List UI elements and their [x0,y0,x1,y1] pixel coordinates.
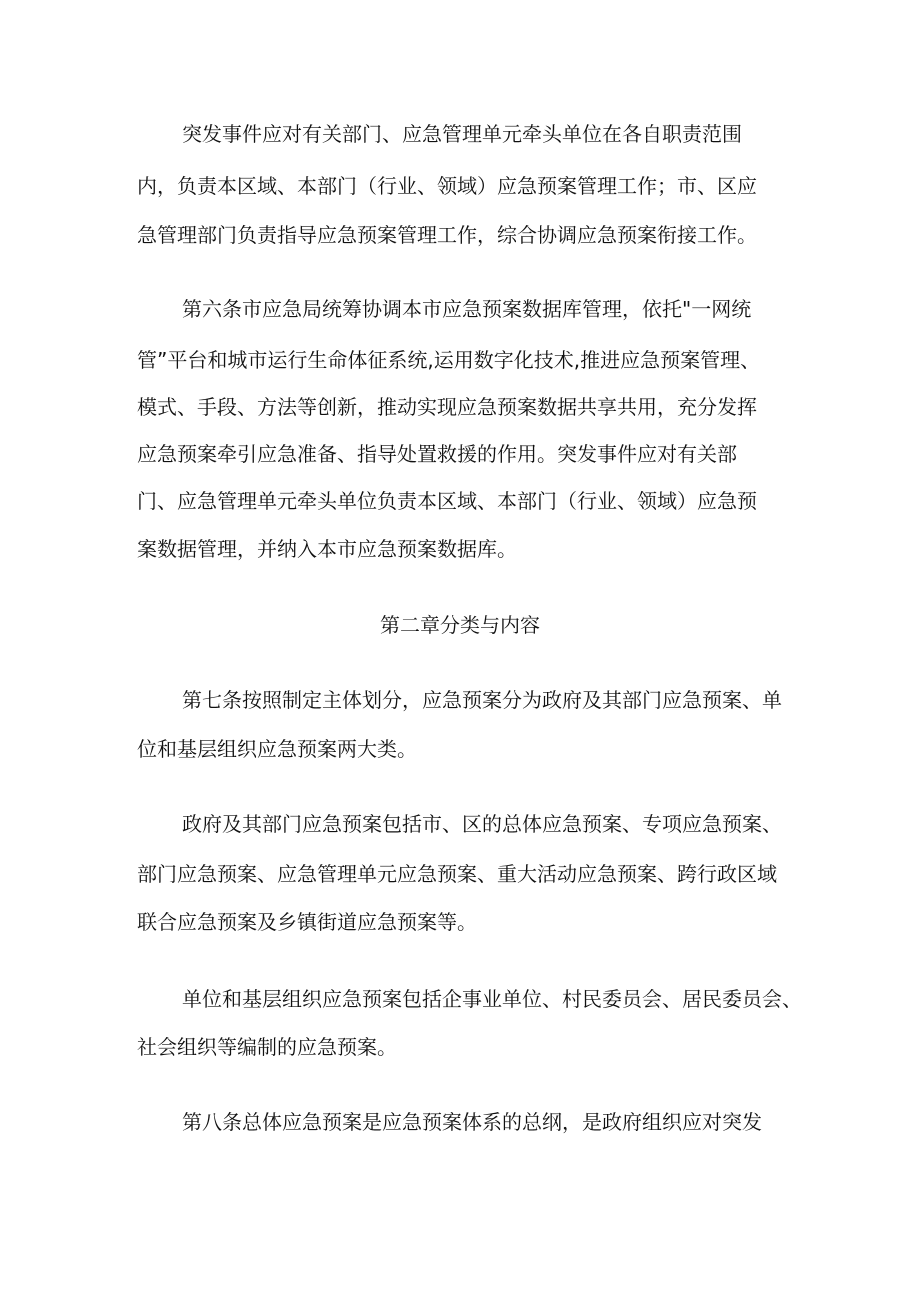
paragraph-line: 政府及其部门应急预案包括市、区的总体应急预案、专项应急预案、 [182,812,782,836]
paragraph-line: 单位和基层组织应急预案包括企事业单位、村民委员会、居民委员会、 [182,987,802,1011]
paragraph-line: 第七条按照制定主体划分，应急预案分为政府及其部门应急预案、单 [182,688,782,712]
paragraph-line: 管”平台和城市运行生命体征系统,运用数字化技术,推进应急预案管理、 [137,348,761,372]
paragraph-line: 急管理部门负责指导应急预案管理工作，综合协调应急预案衔接工作。 [137,223,757,247]
paragraph-line: 第六条市应急局统筹协调本市应急预案数据库管理，依托"一网统 [182,297,752,321]
paragraph-line: 社会组织等编制的应急预案。 [137,1035,397,1059]
paragraph-line: 模式、手段、方法等创新，推动实现应急预案数据共享共用，充分发挥 [137,395,757,419]
paragraph-line: 位和基层组织应急预案两大类。 [137,737,417,761]
paragraph-line: 第八条总体应急预案是应急预案体系的总纲，是政府组织应对突发 [182,1110,762,1134]
paragraph-line: 联合应急预案及乡镇街道应急预案等。 [137,910,477,934]
paragraph-line: 门、应急管理单元牵头单位负责本区域、本部门（行业、领域）应急预 [137,489,757,513]
chapter-heading: 第二章分类与内容 [380,613,540,637]
paragraph-line: 案数据管理，并纳入本市应急预案数据库。 [137,537,517,561]
paragraph-line: 突发事件应对有关部门、应急管理单元牵头单位在各自职责范围 [182,122,742,146]
paragraph-line: 内，负责本区域、本部门（行业、领域）应急预案管理工作；市、区应 [137,174,757,198]
paragraph-line: 部门应急预案、应急管理单元应急预案、重大活动应急预案、跨行政区域 [137,862,777,886]
paragraph-line: 应急预案牵引应急准备、指导处置救援的作用。突发事件应对有关部 [137,442,737,466]
